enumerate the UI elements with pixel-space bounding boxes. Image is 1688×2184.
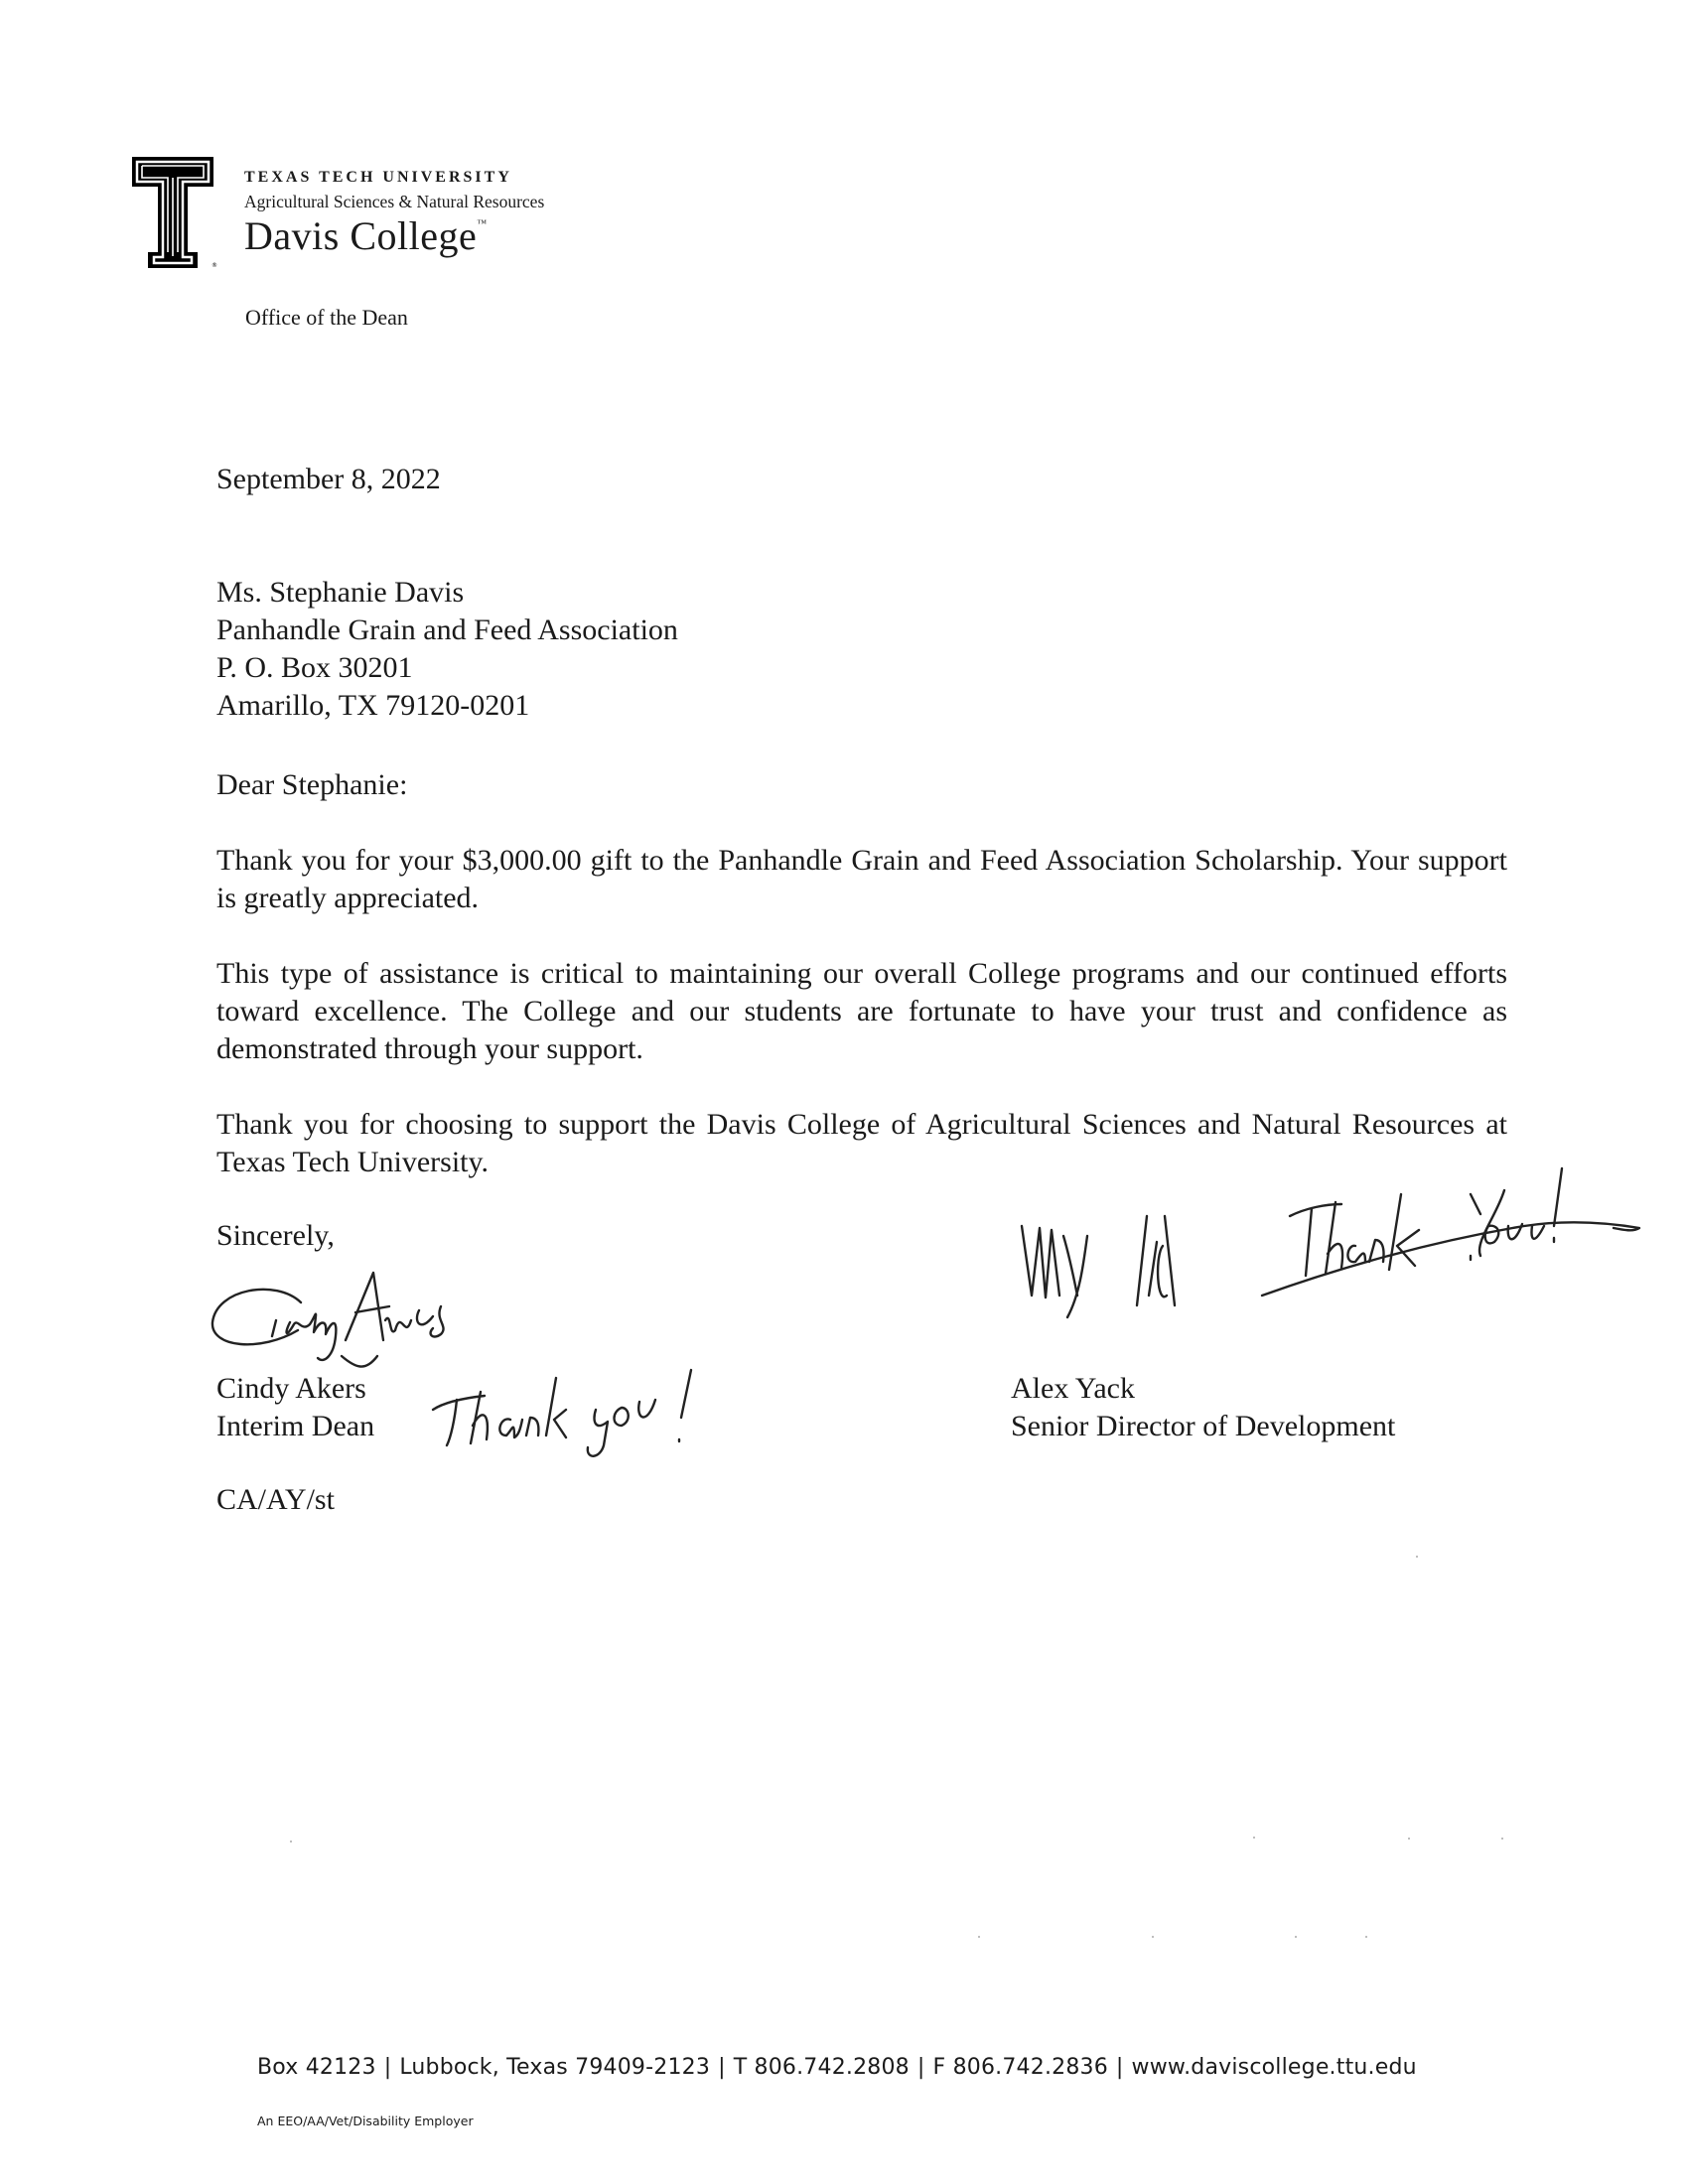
recipient-line: Ms. Stephanie Davis [216,576,465,609]
university-name: TEXAS TECH UNIVERSITY [244,169,512,186]
scan-speck [1416,1556,1418,1558]
footer-separator: | [383,2055,392,2080]
college-name [244,212,488,259]
signatory-left [216,1370,374,1445]
scan-speck [1295,1936,1297,1938]
handwritten-signature-alex-yack [1008,1147,1623,1345]
recipient-line: Panhandle Grain and Feed Association [216,614,678,646]
scan-speck [1152,1936,1154,1938]
body-paragraph: Thank you for your $3,000.00 gift to the Panhandle Grain and Feed Association Scholarship. Your support is greatly appreciated. [216,844,1507,914]
footer-separator: | [1115,2055,1124,2080]
signatory-title: Interim Dean [216,1410,375,1442]
footer-box: Box 42123 [257,2055,376,2080]
scan-speck [290,1841,292,1843]
eeo-statement: An EEO/AA/Vet/Disability Employer [257,2114,474,2128]
footer-phone: T 806.742.2808 [733,2055,910,2080]
trademark-mark: ™ [477,218,488,229]
college-name-text: Davis College [244,213,478,258]
body-paragraph: Thank you for choosing to support the Davis College of Agricultural Sciences and Natural Resources at Texas Tech University. [216,1108,1507,1178]
body-paragraph: This type of assistance is critical to maintaining our overall College programs and our continued efforts toward excellence. The College and our students are fortunate to have your trust and confidence as demonstrated through your support. [216,957,1507,1065]
scan-speck [1501,1838,1503,1840]
signatory-title: Senior Director of Development [1011,1410,1396,1442]
signatory-name: Cindy Akers [216,1372,366,1405]
footer-fax: F 806.742.2836 [932,2055,1108,2080]
signatory-name: Alex Yack [1011,1372,1135,1405]
salutation: Dear Stephanie: [216,768,408,801]
recipient-line: Amarillo, TX 79120-0201 [216,689,530,722]
recipient-line: P. O. Box 30201 [216,651,413,684]
letter-date: September 8, 2022 [216,463,441,495]
department-name: Agricultural Sciences & Natural Resources [244,192,545,211]
reference-initials: CA/AY/st [216,1483,335,1516]
footer-separator: | [916,2055,925,2080]
scan-speck [1253,1837,1255,1839]
office-name: Office of the Dean [245,305,408,330]
scan-speck [1365,1936,1367,1938]
svg-text:®: ® [211,262,217,269]
closing: Sincerely, [216,1219,335,1252]
scan-speck [978,1936,980,1938]
footer-contact [257,2055,1417,2080]
double-t-logo-icon [132,157,217,269]
scan-speck [1408,1838,1410,1840]
footer-separator: | [718,2055,726,2080]
footer-city: Lubbock, Texas 79409-2123 [399,2055,711,2080]
signatory-right [1011,1370,1395,1445]
footer-website-link[interactable]: www.daviscollege.ttu.edu [1131,2055,1417,2080]
recipient-address [216,574,678,725]
